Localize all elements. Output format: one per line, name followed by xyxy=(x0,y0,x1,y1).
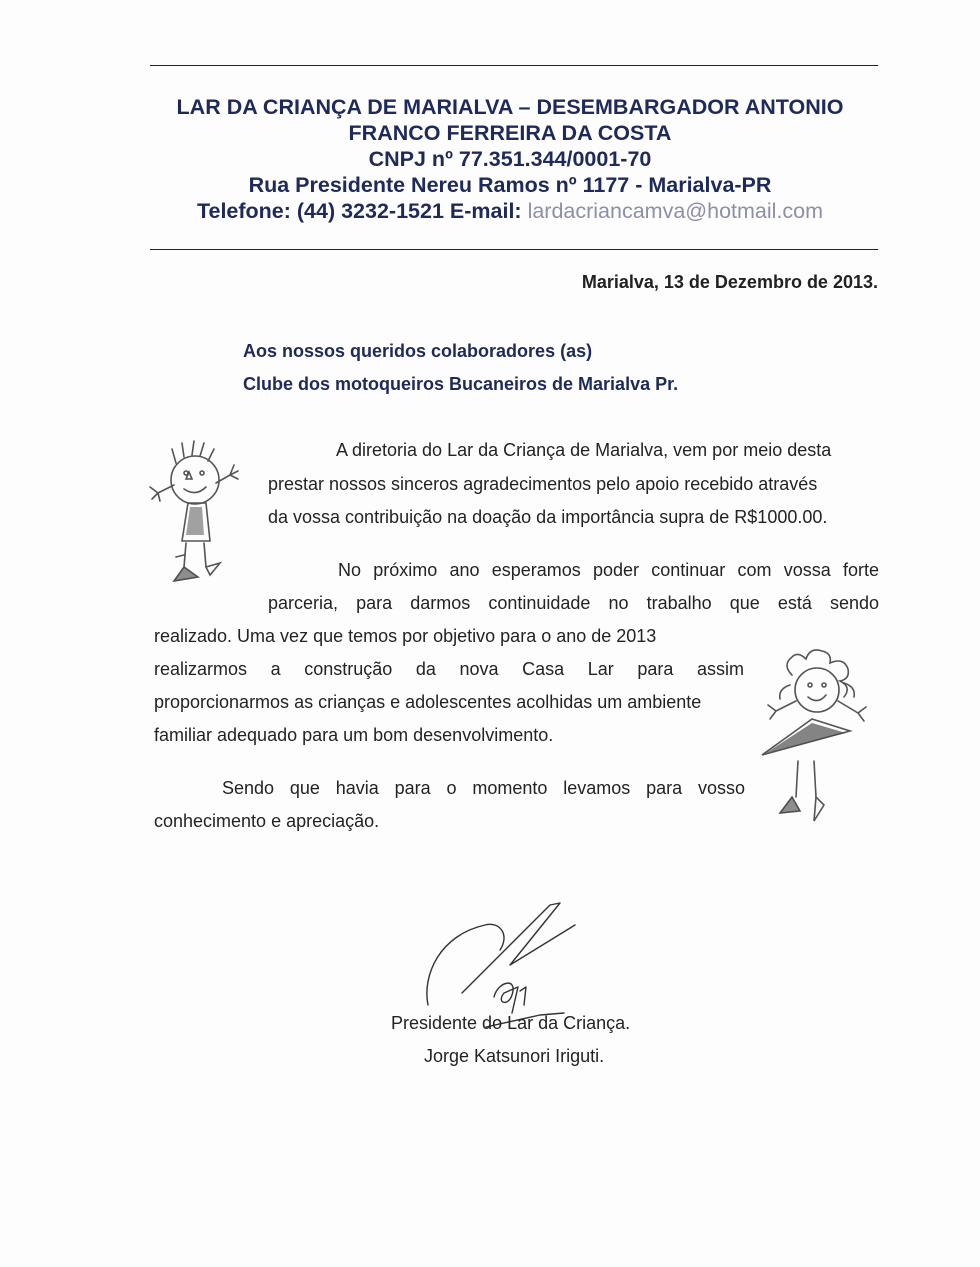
body-p1-line1: A diretoria do Lar da Criança de Marialva, vem por meio desta xyxy=(336,440,832,460)
body-p3-line1: Sendo que havia para o momento levamos para vosso xyxy=(222,778,745,798)
body-p2-line1: No próximo ano esperamos poder continuar com vossa forte xyxy=(338,560,879,580)
org-email[interactable]: lardacriancamva@hotmail.com xyxy=(527,199,824,223)
recipient-line2: Clube dos motoqueiros Bucaneiros de Marialva Pr. xyxy=(243,374,679,394)
body-p2-line5: proporcionarmos as crianças e adolescentes acolhidas um ambiente xyxy=(154,692,702,712)
org-name-line2: FRANCO FERREIRA DA COSTA xyxy=(348,121,672,145)
body-p1-line2: prestar nossos sinceros agradecimentos pelo apoio recebido através xyxy=(268,474,818,494)
org-name-line1: LAR DA CRIANÇA DE MARIALVA – DESEMBARGADOR ANTONIO xyxy=(176,95,844,119)
org-contact xyxy=(130,198,890,224)
org-phone: Telefone: (44) 3232-1521 E-mail: xyxy=(196,199,528,223)
body-p2-line4: realizarmos a construção da nova Casa Lar para assim xyxy=(154,659,744,679)
body-p2-line3: realizado. Uma vez que temos por objetivo para o ano de 2013 xyxy=(154,626,657,646)
org-address: Rua Presidente Nereu Ramos nº 1177 - Marialva-PR xyxy=(248,173,772,197)
letter-date: Marialva, 13 de Dezembro de 2013. xyxy=(581,272,878,292)
signature-name: Jorge Katsunori Iriguti. xyxy=(424,1046,605,1066)
child-drawing-boy-icon xyxy=(140,435,265,595)
body-p3-line2: conhecimento e apreciação. xyxy=(154,811,380,831)
child-drawing-girl-icon xyxy=(752,645,882,830)
recipient-line1: Aos nossos queridos colaboradores (as) xyxy=(243,341,593,361)
body-p2-line6: familiar adequado para um bom desenvolvimento. xyxy=(154,725,554,745)
signature-title: Presidente do Lar da Criança. xyxy=(391,1013,631,1033)
body-p2-line2: parceria, para darmos continuidade no trabalho que está sendo xyxy=(268,593,879,613)
body-p1-line3: da vossa contribuição na doação da importância supra de R$1000.00. xyxy=(268,507,828,527)
org-cnpj: CNPJ nº 77.351.344/0001-70 xyxy=(368,147,652,171)
header-top-rule xyxy=(150,65,878,66)
header-bottom-rule xyxy=(150,249,878,250)
